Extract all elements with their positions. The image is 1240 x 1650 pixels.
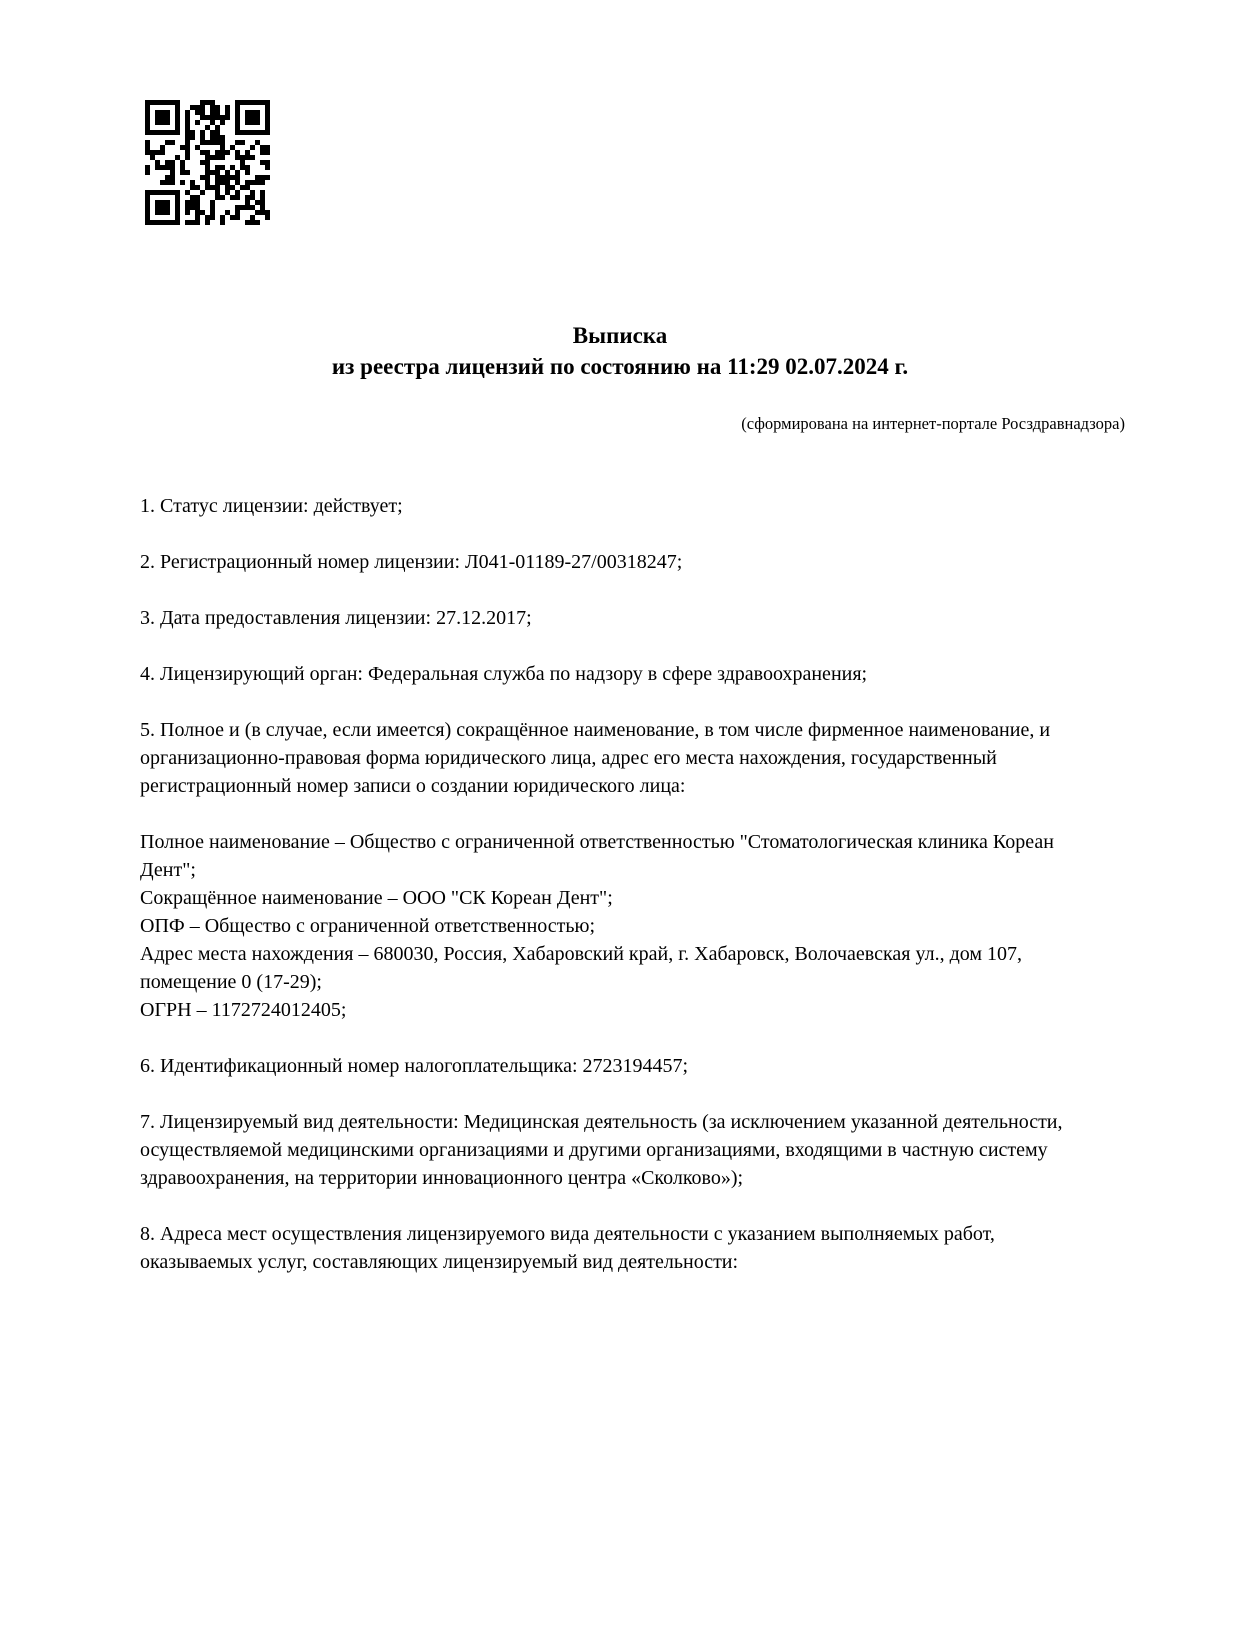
- paragraph: 8. Адреса мест осуществления лицензируемого вида деятельности с указанием выполняемых работ, оказываемых услуг, составляющих лицензируемый вид деятельности:: [140, 1223, 995, 1273]
- qr-code: [145, 100, 270, 225]
- paragraph: 1. Статус лицензии: действует;: [140, 495, 403, 517]
- document-body: [140, 492, 1090, 1304]
- paragraph-line: ОПФ – Общество с ограниченной ответственностью;: [140, 915, 596, 937]
- paragraph: [140, 828, 1090, 1024]
- paragraph: 5. Полное и (в случае, если имеется) сокращённое наименование, в том числе фирменное наименование, и организационно-правовая форма юридического лица, адрес его места нахождения, государственный регистрационный номер записи о создании юридического лица:: [140, 719, 1051, 797]
- paragraph-line: Адрес места нахождения – 680030, Россия, Хабаровский край, г. Хабаровск, Волочаевская ул., дом 107, помещение 0 (17-29);: [140, 943, 1023, 993]
- paragraph-line: Сокращённое наименование – ООО "СК Кореан Дент";: [140, 887, 613, 909]
- document-subtitle: (сформирована на интернет-портале Росздравнадзора): [741, 414, 1125, 433]
- paragraph-line: Полное наименование – Общество с ограниченной ответственностью "Стоматологическая клиника Кореан Дент";: [140, 831, 1054, 881]
- paragraph: 3. Дата предоставления лицензии: 27.12.2017;: [140, 607, 532, 629]
- paragraph: 6. Идентификационный номер налогоплательщика: 2723194457;: [140, 1055, 689, 1077]
- paragraph-line: ОГРН – 1172724012405;: [140, 999, 347, 1021]
- paragraph: 2. Регистрационный номер лицензии: Л041-01189-27/00318247;: [140, 551, 683, 573]
- paragraph: 7. Лицензируемый вид деятельности: Медицинская деятельность (за исключением указанной деятельности, осуществляемой медицинскими организациями и другими организациями, входящими в частную систему здравоохранения, на территории инновационного центра «Сколково»);: [140, 1111, 1063, 1189]
- paragraph: 4. Лицензирующий орган: Федеральная служба по надзору в сфере здравоохранения;: [140, 663, 868, 685]
- document-title-line2: из реестра лицензий по состоянию на 11:29 02.07.2024 г.: [331, 354, 909, 379]
- document-title-block: [0, 320, 1240, 382]
- document-title: Выписка: [572, 323, 668, 348]
